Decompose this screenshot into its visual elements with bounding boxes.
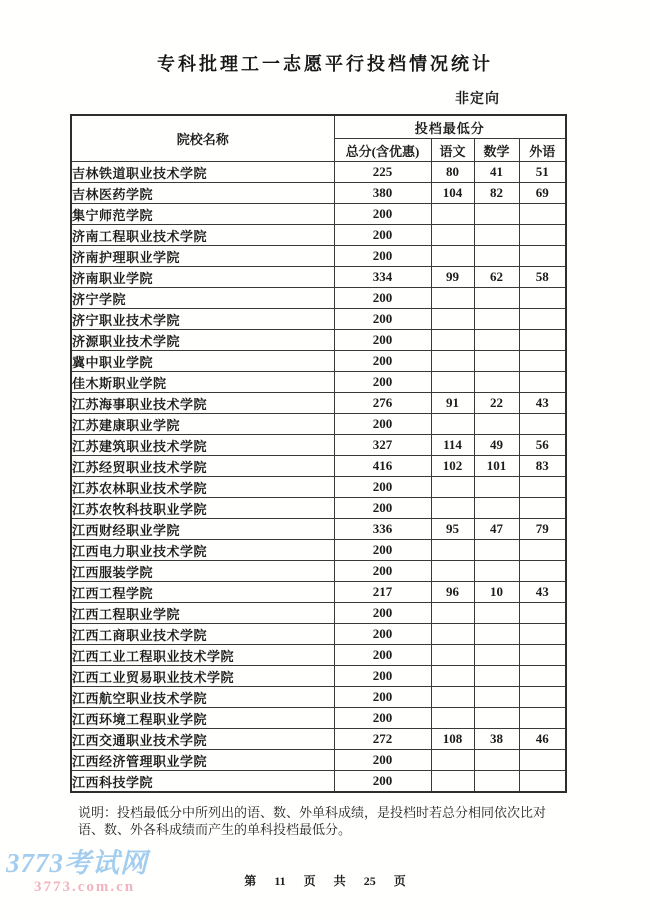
math-score-cell: [474, 477, 519, 498]
foreign-score-cell: [519, 645, 566, 666]
table-row: [71, 309, 566, 330]
college-name-cell: 江西工业贸易职业技术学院: [71, 666, 334, 687]
math-score-cell: [474, 351, 519, 372]
orientation-label: 非定向: [455, 92, 500, 107]
table-row: [71, 162, 566, 183]
total-score-cell: 200: [334, 309, 431, 330]
admission-score-table: [70, 114, 567, 793]
foreign-score-cell: 46: [519, 729, 566, 750]
table-row: [71, 330, 566, 351]
footer-part: 页: [303, 874, 316, 888]
college-name-cell: 江苏建筑职业技术学院: [71, 435, 334, 456]
foreign-score-cell: [519, 246, 566, 267]
foreign-score-cell: [519, 225, 566, 246]
table-row: [71, 603, 566, 624]
math-score-cell: 62: [474, 267, 519, 288]
total-score-cell: 200: [334, 750, 431, 771]
college-name-cell: 江西科技学院: [71, 771, 334, 793]
table-row: [71, 288, 566, 309]
math-score-cell: [474, 603, 519, 624]
math-score-cell: [474, 330, 519, 351]
foreign-score-cell: 69: [519, 183, 566, 204]
table-row: [71, 750, 566, 771]
total-score-cell: 200: [334, 645, 431, 666]
college-name-cell: 江西工商职业技术学院: [71, 624, 334, 645]
foreign-score-cell: [519, 540, 566, 561]
total-score-cell: 200: [334, 771, 431, 793]
chinese-score-cell: [431, 372, 474, 393]
chinese-score-cell: 96: [431, 582, 474, 603]
foreign-score-cell: 56: [519, 435, 566, 456]
foreign-score-cell: [519, 372, 566, 393]
total-score-cell: 200: [334, 666, 431, 687]
total-score-cell: 336: [334, 519, 431, 540]
chinese-score-cell: 104: [431, 183, 474, 204]
math-score-cell: [474, 708, 519, 729]
chinese-score-cell: 99: [431, 267, 474, 288]
math-score-cell: [474, 414, 519, 435]
footer-page-number: 11: [274, 874, 286, 888]
table-row: [71, 351, 566, 372]
table-row: [71, 204, 566, 225]
total-score-header: 总分(含优惠): [334, 139, 431, 162]
foreign-score-cell: [519, 708, 566, 729]
foreign-score-cell: [519, 624, 566, 645]
total-score-cell: 217: [334, 582, 431, 603]
college-name-cell: 江苏农林职业技术学院: [71, 477, 334, 498]
total-score-cell: 200: [334, 561, 431, 582]
math-score-cell: [474, 372, 519, 393]
page-number-footer: [0, 872, 650, 889]
foreign-score-cell: 58: [519, 267, 566, 288]
foreign-score-cell: [519, 351, 566, 372]
foreign-score-cell: 83: [519, 456, 566, 477]
footer-part: 共: [333, 874, 346, 888]
college-name-cell: 济宁学院: [71, 288, 334, 309]
chinese-score-cell: 80: [431, 162, 474, 183]
total-score-cell: 200: [334, 477, 431, 498]
total-score-cell: 200: [334, 498, 431, 519]
total-score-cell: 200: [334, 225, 431, 246]
college-name-cell: 江西航空职业技术学院: [71, 687, 334, 708]
total-score-cell: 200: [334, 687, 431, 708]
footer-part: 页: [393, 874, 406, 888]
table-row: [71, 519, 566, 540]
chinese-score-cell: [431, 204, 474, 225]
note-line: 语、数、外各科成绩而产生的单科投档最低分。: [78, 822, 352, 837]
chinese-score-cell: [431, 351, 474, 372]
chinese-score-cell: [431, 477, 474, 498]
college-name-cell: 冀中职业学院: [71, 351, 334, 372]
math-score-cell: [474, 246, 519, 267]
college-name-cell: 江西电力职业技术学院: [71, 540, 334, 561]
foreign-score-cell: 51: [519, 162, 566, 183]
college-name-cell: 江西服装学院: [71, 561, 334, 582]
math-score-cell: 82: [474, 183, 519, 204]
chinese-score-cell: 102: [431, 456, 474, 477]
foreign-score-cell: [519, 414, 566, 435]
foreign-score-cell: [519, 771, 566, 793]
footer-part: 第: [244, 874, 257, 888]
college-name-cell: 江西交通职业技术学院: [71, 729, 334, 750]
table-row: [71, 561, 566, 582]
chinese-score-cell: [431, 246, 474, 267]
college-name-cell: 吉林铁道职业技术学院: [71, 162, 334, 183]
chinese-score-cell: [431, 309, 474, 330]
table-row: [71, 246, 566, 267]
total-score-cell: 200: [334, 414, 431, 435]
foreign-score-cell: [519, 750, 566, 771]
foreign-score-cell: [519, 603, 566, 624]
math-score-cell: 41: [474, 162, 519, 183]
college-name-cell: 江西财经职业学院: [71, 519, 334, 540]
math-score-cell: [474, 540, 519, 561]
chinese-score-cell: [431, 708, 474, 729]
foreign-score-cell: 79: [519, 519, 566, 540]
college-name-cell: 江苏农牧科技职业学院: [71, 498, 334, 519]
math-score-cell: [474, 687, 519, 708]
total-score-cell: 200: [334, 246, 431, 267]
table-row: [71, 267, 566, 288]
table-row: [71, 624, 566, 645]
college-name-cell: 集宁师范学院: [71, 204, 334, 225]
table-row: [71, 477, 566, 498]
college-name-cell: 济宁职业技术学院: [71, 309, 334, 330]
math-score-cell: 38: [474, 729, 519, 750]
total-score-cell: 200: [334, 603, 431, 624]
foreign-score-cell: [519, 309, 566, 330]
table-row: [71, 372, 566, 393]
college-name-cell: 江西工程学院: [71, 582, 334, 603]
math-score-cell: [474, 750, 519, 771]
table-row: [71, 435, 566, 456]
chinese-score-cell: [431, 498, 474, 519]
total-score-cell: 200: [334, 351, 431, 372]
table-row: [71, 687, 566, 708]
foreign-score-cell: [519, 330, 566, 351]
chinese-score-cell: [431, 750, 474, 771]
chinese-score-cell: [431, 645, 474, 666]
total-score-cell: 200: [334, 372, 431, 393]
chinese-header: 语文: [431, 139, 474, 162]
foreign-score-cell: [519, 288, 566, 309]
math-score-cell: [474, 645, 519, 666]
chinese-score-cell: [431, 624, 474, 645]
table-row: [71, 645, 566, 666]
table-row: [71, 540, 566, 561]
chinese-score-cell: 91: [431, 393, 474, 414]
college-name-cell: 江西工业工程职业技术学院: [71, 645, 334, 666]
total-score-cell: 380: [334, 183, 431, 204]
total-score-cell: 200: [334, 624, 431, 645]
math-score-cell: 10: [474, 582, 519, 603]
table-row: [71, 225, 566, 246]
foreign-lang-header: 外语: [519, 139, 566, 162]
table-row: [71, 414, 566, 435]
foreign-score-cell: 43: [519, 582, 566, 603]
total-score-cell: 416: [334, 456, 431, 477]
chinese-score-cell: [431, 561, 474, 582]
explanatory-note: [78, 804, 583, 838]
foreign-score-cell: [519, 666, 566, 687]
chinese-score-cell: [431, 603, 474, 624]
college-name-cell: 济源职业技术学院: [71, 330, 334, 351]
total-score-cell: 334: [334, 267, 431, 288]
table-row: [71, 456, 566, 477]
chinese-score-cell: [431, 771, 474, 793]
table-row: [71, 729, 566, 750]
table-row: [71, 666, 566, 687]
college-name-cell: 江苏建康职业学院: [71, 414, 334, 435]
table-row: [71, 582, 566, 603]
total-score-cell: 200: [334, 330, 431, 351]
table-row: [71, 183, 566, 204]
math-score-cell: [474, 204, 519, 225]
min-score-group-header: 投档最低分: [334, 115, 566, 139]
total-score-cell: 200: [334, 204, 431, 225]
note-line: 说明：投档最低分中所列出的语、数、外单科成绩，是投档时若总分相同依次比对: [78, 805, 547, 820]
math-score-cell: [474, 309, 519, 330]
foreign-score-cell: [519, 204, 566, 225]
college-name-cell: 江苏海事职业技术学院: [71, 393, 334, 414]
foreign-score-cell: [519, 687, 566, 708]
math-score-cell: 49: [474, 435, 519, 456]
total-score-cell: 327: [334, 435, 431, 456]
table-row: [71, 393, 566, 414]
chinese-score-cell: [431, 666, 474, 687]
college-name-cell: 江西经济管理职业学院: [71, 750, 334, 771]
chinese-score-cell: [431, 330, 474, 351]
watermark-site-url: 3773.com.cn: [34, 879, 136, 895]
total-score-cell: 225: [334, 162, 431, 183]
math-score-cell: 101: [474, 456, 519, 477]
foreign-score-cell: [519, 477, 566, 498]
watermark-site-name: 3773考试网: [6, 848, 148, 878]
header-row-group: [71, 115, 566, 139]
math-score-cell: [474, 498, 519, 519]
chinese-score-cell: 95: [431, 519, 474, 540]
math-score-cell: [474, 225, 519, 246]
total-score-cell: 200: [334, 708, 431, 729]
total-score-cell: 276: [334, 393, 431, 414]
college-name-cell: 吉林医药学院: [71, 183, 334, 204]
math-score-cell: [474, 561, 519, 582]
chinese-score-cell: [431, 687, 474, 708]
chinese-score-cell: [431, 540, 474, 561]
total-score-cell: 200: [334, 540, 431, 561]
foreign-score-cell: [519, 561, 566, 582]
math-score-cell: 47: [474, 519, 519, 540]
college-name-cell: 江西工程职业学院: [71, 603, 334, 624]
page-title: 专科批理工一志愿平行投档情况统计: [157, 54, 493, 74]
college-name-cell: 济南工程职业技术学院: [71, 225, 334, 246]
chinese-score-cell: 108: [431, 729, 474, 750]
total-score-cell: 200: [334, 288, 431, 309]
footer-total-pages: 25: [363, 874, 376, 888]
table-row: [71, 771, 566, 793]
total-score-cell: 272: [334, 729, 431, 750]
foreign-score-cell: 43: [519, 393, 566, 414]
chinese-score-cell: 114: [431, 435, 474, 456]
table-row: [71, 498, 566, 519]
college-name-cell: 江苏经贸职业技术学院: [71, 456, 334, 477]
college-name-cell: 济南护理职业学院: [71, 246, 334, 267]
math-score-cell: [474, 666, 519, 687]
chinese-score-cell: [431, 414, 474, 435]
math-score-cell: [474, 288, 519, 309]
math-score-cell: [474, 624, 519, 645]
chinese-score-cell: [431, 225, 474, 246]
table-row: [71, 708, 566, 729]
math-header: 数学: [474, 139, 519, 162]
chinese-score-cell: [431, 288, 474, 309]
college-name-cell: 佳木斯职业学院: [71, 372, 334, 393]
math-score-cell: [474, 771, 519, 793]
college-name-cell: 江西环境工程职业学院: [71, 708, 334, 729]
college-name-header: 院校名称: [71, 115, 334, 162]
math-score-cell: 22: [474, 393, 519, 414]
college-name-cell: 济南职业学院: [71, 267, 334, 288]
foreign-score-cell: [519, 498, 566, 519]
